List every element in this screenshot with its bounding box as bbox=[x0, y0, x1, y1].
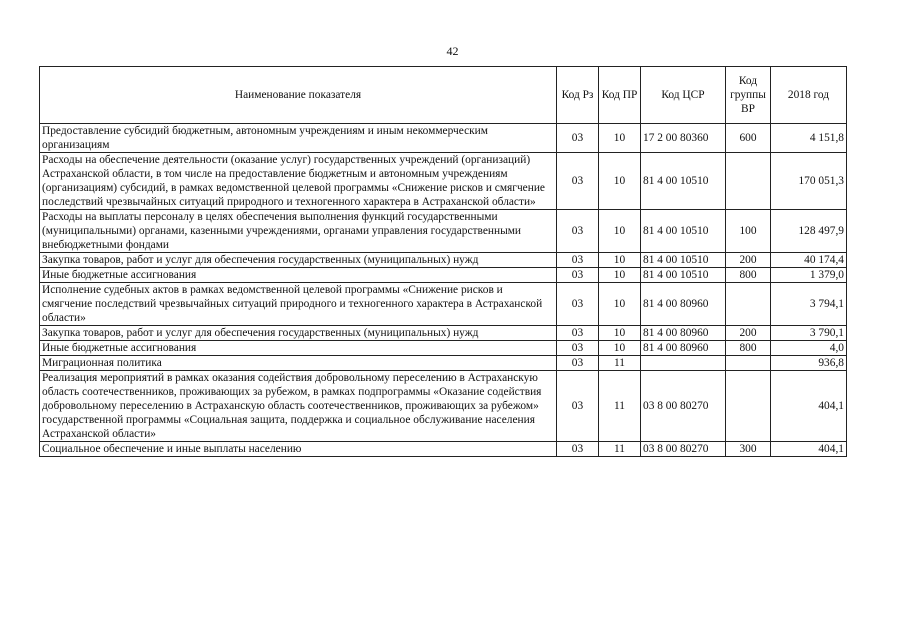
row-amount: 40 174,4 bbox=[771, 253, 847, 268]
row-rz: 03 bbox=[557, 341, 599, 356]
table-row bbox=[40, 371, 847, 442]
table-row bbox=[40, 253, 847, 268]
row-amount: 128 497,9 bbox=[771, 210, 847, 253]
row-amount: 1 379,0 bbox=[771, 268, 847, 283]
row-pr: 10 bbox=[599, 210, 641, 253]
row-name: Закупка товаров, работ и услуг для обеспечения государственных (муниципальных) нужд bbox=[40, 326, 557, 341]
row-csr: 81 4 00 10510 bbox=[641, 153, 726, 210]
row-name: Миграционная политика bbox=[40, 356, 557, 371]
row-pr: 10 bbox=[599, 253, 641, 268]
row-vr: 800 bbox=[726, 341, 771, 356]
row-amount: 3 790,1 bbox=[771, 326, 847, 341]
row-pr: 11 bbox=[599, 356, 641, 371]
row-rz: 03 bbox=[557, 371, 599, 442]
row-vr: 600 bbox=[726, 124, 771, 153]
table-row bbox=[40, 153, 847, 210]
table-row bbox=[40, 210, 847, 253]
row-vr bbox=[726, 371, 771, 442]
table-header-row bbox=[40, 67, 847, 124]
row-name: Закупка товаров, работ и услуг для обеспечения государственных (муниципальных) нужд bbox=[40, 253, 557, 268]
row-rz: 03 bbox=[557, 124, 599, 153]
header-rz: Код Рз bbox=[557, 67, 599, 124]
row-vr bbox=[726, 153, 771, 210]
row-amount: 404,1 bbox=[771, 371, 847, 442]
row-name: Исполнение судебных актов в рамках ведомственной целевой программы «Снижение рисков и смягчение последствий чрезвычайных ситуаций природного и техногенного характера в Астраханской области» bbox=[40, 283, 557, 326]
table-row bbox=[40, 268, 847, 283]
row-vr: 300 bbox=[726, 442, 771, 457]
row-rz: 03 bbox=[557, 210, 599, 253]
row-amount: 170 051,3 bbox=[771, 153, 847, 210]
row-pr: 10 bbox=[599, 326, 641, 341]
header-vr: Код группы ВР bbox=[726, 67, 771, 124]
header-pr: Код ПР bbox=[599, 67, 641, 124]
page-number: 42 bbox=[446, 44, 459, 58]
row-vr: 200 bbox=[726, 253, 771, 268]
row-rz: 03 bbox=[557, 356, 599, 371]
row-csr: 81 4 00 80960 bbox=[641, 341, 726, 356]
row-pr: 10 bbox=[599, 153, 641, 210]
table-row bbox=[40, 341, 847, 356]
table-body bbox=[40, 124, 847, 457]
row-pr: 10 bbox=[599, 283, 641, 326]
row-csr: 03 8 00 80270 bbox=[641, 371, 726, 442]
table-row bbox=[40, 283, 847, 326]
row-rz: 03 bbox=[557, 253, 599, 268]
row-csr: 17 2 00 80360 bbox=[641, 124, 726, 153]
row-name: Предоставление субсидий бюджетным, автономным учреждениям и иным некоммерческим организациям bbox=[40, 124, 557, 153]
row-vr: 200 bbox=[726, 326, 771, 341]
header-name: Наименование показателя bbox=[40, 67, 557, 124]
table-row bbox=[40, 356, 847, 371]
budget-table bbox=[39, 66, 847, 457]
row-name: Иные бюджетные ассигнования bbox=[40, 341, 557, 356]
row-pr: 10 bbox=[599, 341, 641, 356]
row-name: Расходы на выплаты персоналу в целях обеспечения выполнения функций государственными (муниципальными) органами, казенными учреждениями, органами управления государственными внебюджетными фондами bbox=[40, 210, 557, 253]
row-csr: 81 4 00 80960 bbox=[641, 283, 726, 326]
row-pr: 10 bbox=[599, 124, 641, 153]
table-row bbox=[40, 442, 847, 457]
row-rz: 03 bbox=[557, 326, 599, 341]
row-rz: 03 bbox=[557, 153, 599, 210]
header-year: 2018 год bbox=[771, 67, 847, 124]
row-name: Социальное обеспечение и иные выплаты населению bbox=[40, 442, 557, 457]
row-pr: 10 bbox=[599, 268, 641, 283]
row-csr: 81 4 00 10510 bbox=[641, 253, 726, 268]
row-name: Иные бюджетные ассигнования bbox=[40, 268, 557, 283]
row-rz: 03 bbox=[557, 283, 599, 326]
row-csr: 81 4 00 10510 bbox=[641, 268, 726, 283]
row-amount: 404,1 bbox=[771, 442, 847, 457]
row-vr bbox=[726, 356, 771, 371]
row-name: Реализация мероприятий в рамках оказания содействия добровольному переселению в Астраханскую область соотечественников, проживающих за рубежом, в рамках подпрограммы «Оказание содействия добровольному переселению в Астраханскую область соотечественников, проживающих за рубежом» государственной программы «Социальная защита, поддержка и социальное обслуживание населения Астраханской области» bbox=[40, 371, 557, 442]
row-pr: 11 bbox=[599, 442, 641, 457]
row-vr: 800 bbox=[726, 268, 771, 283]
row-amount: 3 794,1 bbox=[771, 283, 847, 326]
row-amount: 4 151,8 bbox=[771, 124, 847, 153]
row-rz: 03 bbox=[557, 442, 599, 457]
row-amount: 4,0 bbox=[771, 341, 847, 356]
row-csr bbox=[641, 356, 726, 371]
row-csr: 03 8 00 80270 bbox=[641, 442, 726, 457]
row-rz: 03 bbox=[557, 268, 599, 283]
row-csr: 81 4 00 80960 bbox=[641, 326, 726, 341]
row-vr: 100 bbox=[726, 210, 771, 253]
table-row bbox=[40, 326, 847, 341]
row-pr: 11 bbox=[599, 371, 641, 442]
row-csr: 81 4 00 10510 bbox=[641, 210, 726, 253]
row-name: Расходы на обеспечение деятельности (оказание услуг) государственных учреждений (организаций) Астраханской области, в том числе на предоставление бюджетным и автономным учреждениям (организациям) субсидий, в рамках ведомственной целевой программы «Снижение рисков и смягчение последствий чрезвычайных ситуаций природного и техногенного характера в Астраханской области» bbox=[40, 153, 557, 210]
row-amount: 936,8 bbox=[771, 356, 847, 371]
header-csr: Код ЦСР bbox=[641, 67, 726, 124]
row-vr bbox=[726, 283, 771, 326]
table-row bbox=[40, 124, 847, 153]
